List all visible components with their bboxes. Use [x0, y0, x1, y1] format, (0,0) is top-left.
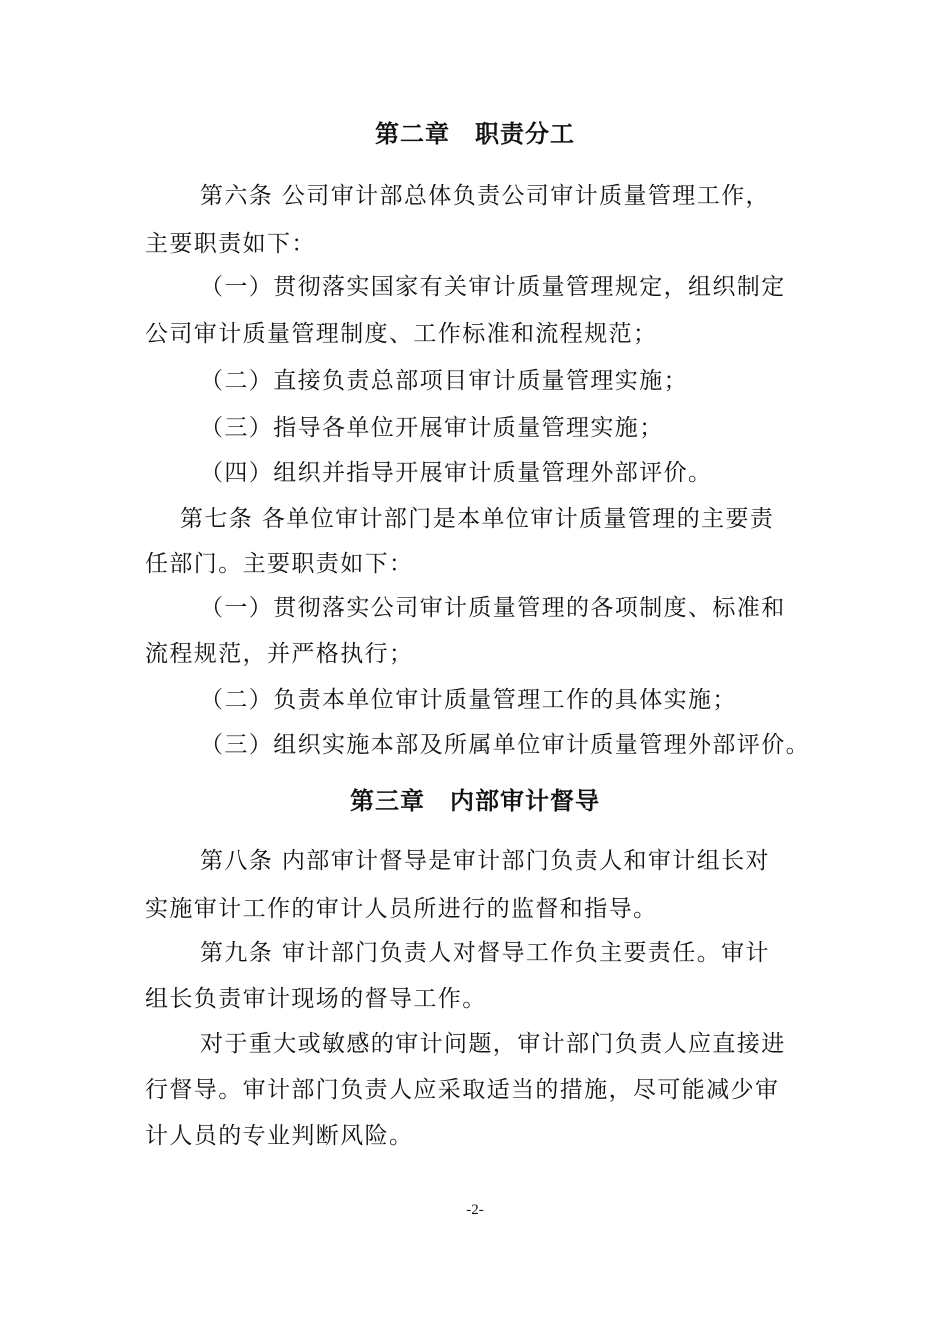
chapter-3-heading: 第三章 内部审计督导 [350, 787, 600, 815]
article-7-item-1-line-1: （一）贯彻落实公司审计质量管理的各项制度、标准和 [200, 595, 786, 621]
article-6-item-1-line-1: （一）贯彻落实国家有关审计质量管理规定，组织制定 [200, 274, 786, 300]
chapter-2-heading: 第二章 职责分工 [375, 120, 575, 148]
article-8-line-2: 实施审计工作的审计人员所进行的监督和指导。 [145, 896, 658, 922]
article-7-item-2: （二）负责本单位审计质量管理工作的具体实施； [200, 687, 737, 713]
article-8-line-1: 第八条 内部审计督导是审计部门负责人和审计组长对 [200, 848, 770, 874]
page-number: -2- [466, 1202, 484, 1218]
paragraph-line-1: 对于重大或敏感的审计问题，审计部门负责人应直接进 [200, 1031, 786, 1057]
article-6-line-2: 主要职责如下： [145, 231, 316, 257]
article-7-item-1-line-2: 流程规范，并严格执行； [145, 641, 414, 667]
article-6-item-2: （二）直接负责总部项目审计质量管理实施； [200, 368, 688, 394]
paragraph-line-2: 行督导。审计部门负责人应采取适当的措施，尽可能减少审 [145, 1077, 780, 1103]
article-7-line-2: 任部门。主要职责如下： [145, 551, 414, 577]
article-7-line-1: 第七条 各单位审计部门是本单位审计质量管理的主要责 [180, 506, 775, 532]
article-6-item-4: （四）组织并指导开展审计质量管理外部评价。 [200, 460, 713, 486]
article-7-item-3: （三）组织实施本部及所属单位审计质量管理外部评价。 [200, 732, 810, 758]
article-6-line-1: 第六条 公司审计部总体负责公司审计质量管理工作， [200, 183, 770, 209]
paragraph-line-3: 计人员的专业判断风险。 [145, 1123, 414, 1149]
article-6-item-3: （三）指导各单位开展审计质量管理实施； [200, 415, 664, 441]
article-9-line-1: 第九条 审计部门负责人对督导工作负主要责任。审计 [200, 940, 770, 966]
article-9-line-2: 组长负责审计现场的督导工作。 [145, 986, 487, 1012]
article-6-item-1-line-2: 公司审计质量管理制度、工作标准和流程规范； [145, 321, 658, 347]
